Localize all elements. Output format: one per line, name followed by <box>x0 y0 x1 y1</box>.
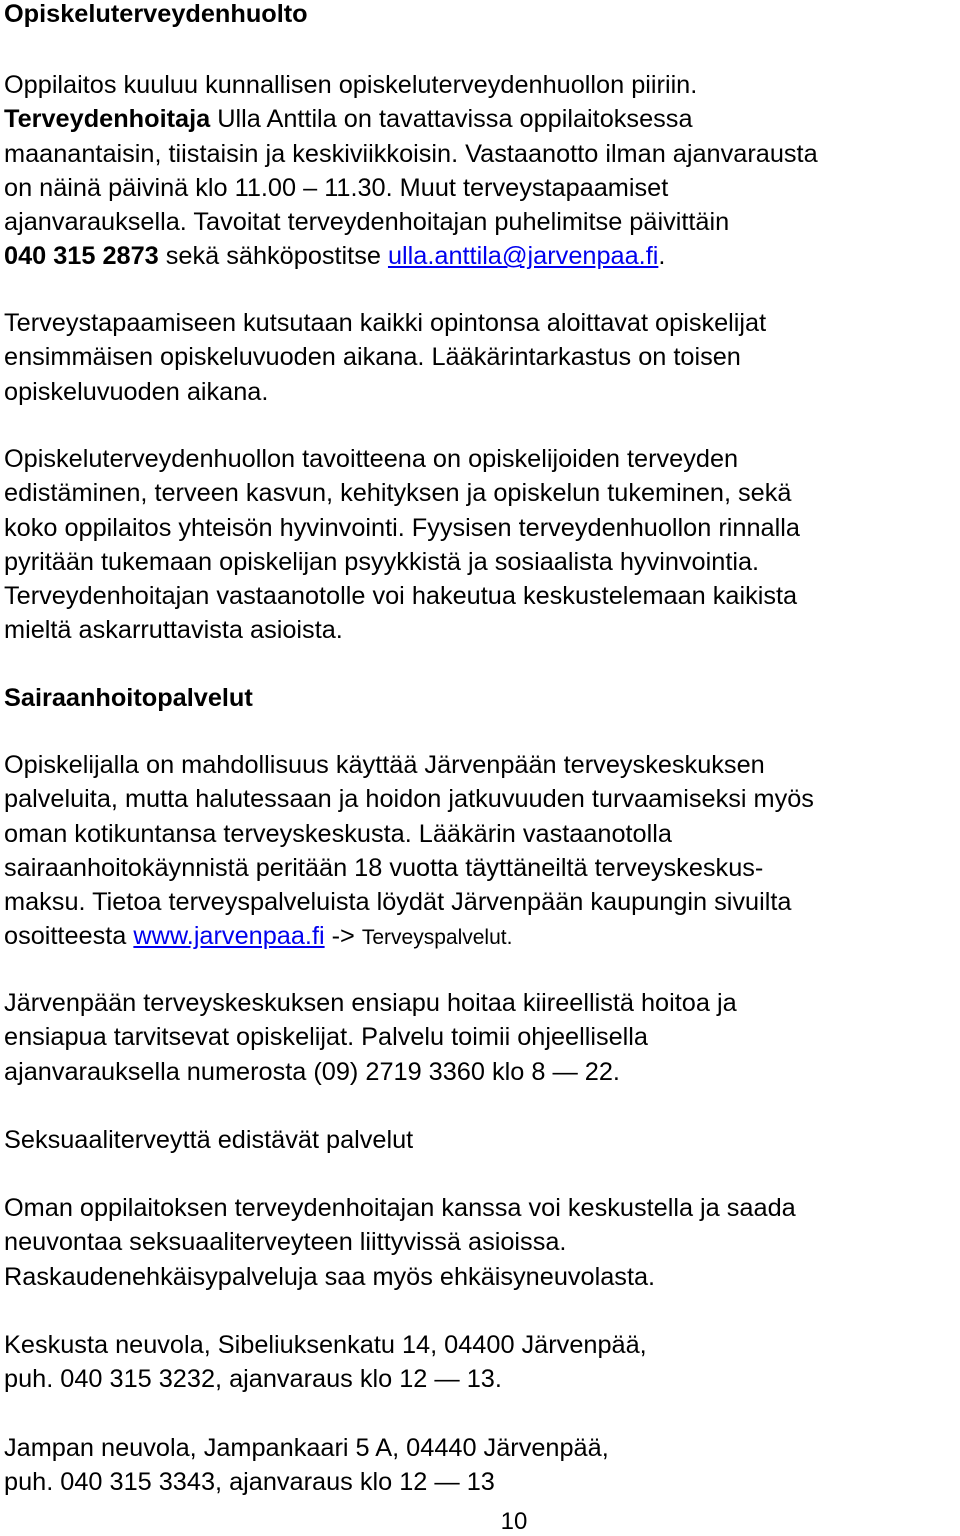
page-number: 10 <box>500 1508 528 1535</box>
paragraph-keskusta-neuvola <box>4 1328 954 1397</box>
paragraph-jampan-neuvola <box>4 1431 954 1500</box>
heading-opiskeluterveydenhuolto: Opiskeluterveydenhuolto <box>4 0 308 28</box>
text-line: Järvenpään terveyskeskuksen ensiapu hoitaa kiireellistä hoitoa ja <box>4 989 737 1017</box>
paragraph-intro <box>4 68 954 274</box>
text-span: . <box>658 242 666 271</box>
text-line: ajanvarauksella. Tavoitat terveydenhoitajan puhelimitse päivittäin <box>4 208 730 237</box>
text-line: Opiskelijalla on mahdollisuus käyttää Järvenpään terveyskeskuksen <box>4 751 765 779</box>
text-line: ajanvarauksella numerosta (09) 2719 3360 klo 8 — 22. <box>4 1057 620 1086</box>
text-line <box>4 919 954 955</box>
paragraph-first-aid <box>4 986 954 1089</box>
text-line: neuvontaa seksuaaliterveyteen liittyvissä asioissa. <box>4 1228 567 1257</box>
phone-number: 040 315 2873 <box>4 242 159 271</box>
heading-seksuaaliterveys: Seksuaaliterveyttä edistävät palvelut <box>4 1126 414 1154</box>
text-line: Raskaudenehkäisypalveluja saa myös ehkäisyneuvolasta. <box>4 1262 656 1291</box>
text-line: Terveydenhoitajan vastaanotolle voi hakeutua keskustelemaan kaikista <box>4 582 798 611</box>
paragraph-checkups <box>4 306 954 409</box>
heading-sairaanhoitopalvelut: Sairaanhoitopalvelut <box>4 684 253 712</box>
text-line: Keskusta neuvola, Sibeliuksenkatu 14, 04400 Järvenpää, <box>4 1331 647 1359</box>
arrow-text: -> <box>324 922 362 951</box>
text-line: ensimmäisen opiskeluvuoden aikana. Lääkärintarkastus on toisen <box>4 343 741 372</box>
text-line <box>4 239 954 273</box>
text-line: Jampan neuvola, Jampankaari 5 A, 04440 Järvenpää, <box>4 1434 609 1462</box>
text-span: Terveyspalvelut. <box>361 926 513 950</box>
text-line <box>4 102 954 136</box>
text-line: maksu. Tietoa terveyspalveluista löydät Järvenpään kaupungin sivuilta <box>4 888 792 917</box>
text-line: koko oppilaitos yhteisön hyvinvointi. Fyysisen terveydenhuollon rinnalla <box>4 513 800 542</box>
text-line: oman kotikuntansa terveyskeskusta. Lääkärin vastaanotolla <box>4 819 672 848</box>
bold-term: Terveydenhoitaja <box>4 105 211 134</box>
text-line: Terveystapaamiseen kutsutaan kaikki opintonsa aloittavat opiskelijat <box>4 309 767 337</box>
text-line: mieltä askarruttavista asioista. <box>4 616 343 645</box>
text-span: sekä sähköpostitse <box>158 242 388 271</box>
text-line: palveluita, mutta halutessaan ja hoidon jatkuvuuden turvaamiseksi myös <box>4 785 814 814</box>
email-link[interactable]: ulla.anttila@jarvenpaa.fi <box>387 242 659 271</box>
text-line: Oppilaitos kuuluu kunnallisen opiskeluterveydenhuollon piiriin. <box>4 71 698 99</box>
text-line: puh. 040 315 3232, ajanvaraus klo 12 — 13. <box>4 1365 502 1394</box>
text-line: opiskeluvuoden aikana. <box>4 377 269 406</box>
paragraph-sexual-health <box>4 1191 954 1294</box>
text-line: pyritään tukemaan opiskelijan psyykkistä ja sosiaalista hyvinvointia. <box>4 547 760 576</box>
text-span: osoitteesta <box>4 922 134 951</box>
text-span: Ulla Anttila on tavattavissa oppilaitoksessa <box>210 105 693 134</box>
paragraph-health-center <box>4 748 954 956</box>
text-line: ensiapua tarvitsevat opiskelijat. Palvelu toimii ohjeellisella <box>4 1023 648 1052</box>
website-link[interactable]: www.jarvenpaa.fi <box>133 922 325 951</box>
text-line: Oman oppilaitoksen terveydenhoitajan kanssa voi keskustella ja saada <box>4 1194 796 1222</box>
text-line: sairaanhoitokäynnistä peritään 18 vuotta täyttäneiltä terveyskeskus- <box>4 853 764 882</box>
text-line: edistäminen, terveen kasvun, kehityksen ja opiskelun tukeminen, sekä <box>4 479 792 508</box>
text-line: on näinä päivinä klo 11.00 – 11.30. Muut terveystapaamiset <box>4 173 669 202</box>
text-line: puh. 040 315 3343, ajanvaraus klo 12 — 13 <box>4 1468 495 1497</box>
paragraph-goals <box>4 442 954 648</box>
text-line: Opiskeluterveydenhuollon tavoitteena on opiskelijoiden terveyden <box>4 445 739 473</box>
text-line: maanantaisin, tiistaisin ja keskiviikkoisin. Vastaanotto ilman ajanvarausta <box>4 139 818 168</box>
